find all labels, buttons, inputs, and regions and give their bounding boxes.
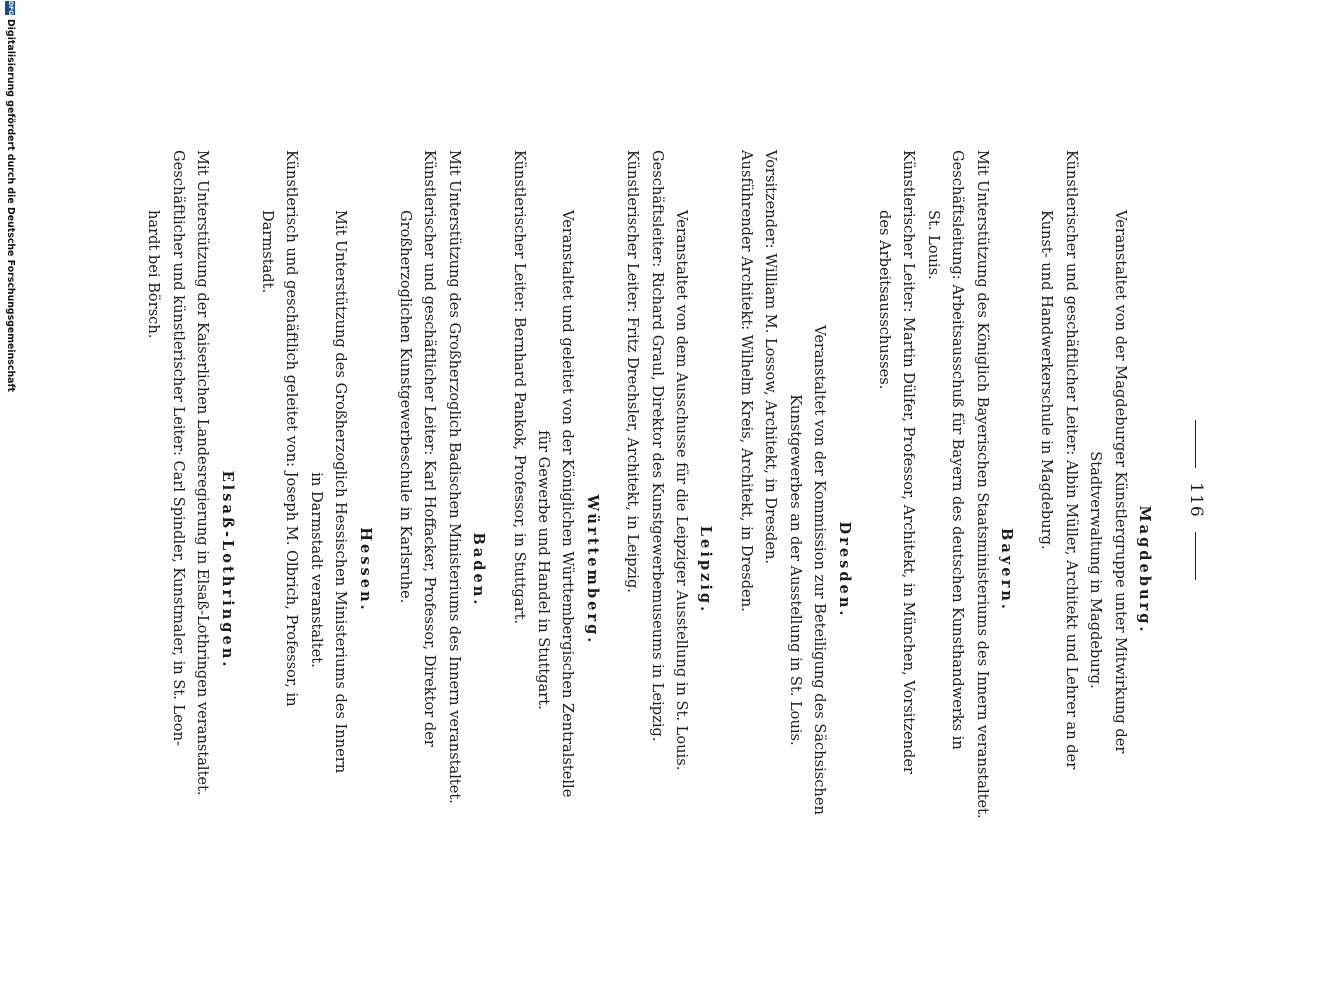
text-line: des Arbeitsausschusses. xyxy=(875,210,893,390)
digitization-credit xyxy=(2,1,16,1001)
section-heading-dresden: Dresden. xyxy=(835,521,853,619)
dash-right xyxy=(1195,532,1196,580)
text-line: Mit Unterstützung des Königlich Bayerischen Staatsministeriums des Innern veranstaltet. xyxy=(973,150,991,819)
section-heading-hessen: Hessen. xyxy=(356,527,374,613)
dash-left xyxy=(1195,420,1196,468)
text-line: in Darmstadt veranstaltet. xyxy=(307,472,325,668)
text-line: Veranstaltet von der Magdeburger Künstlergruppe unter Mitwirkung der xyxy=(1111,210,1129,754)
text-line: Vorsitzender: William M. Lossow, Architekt, in Dresden. xyxy=(762,150,780,565)
dfg-logo: DFG xyxy=(7,1,15,16)
text-line: Großherzoglichen Kunstgewerbeschule in Karlsruhe. xyxy=(397,210,415,604)
text-line: Kunstgewerbes an der Ausstellung in St. Louis. xyxy=(786,394,804,746)
text-line: Veranstaltet und geleitet von der Königlichen Württembergischen Zentralstelle xyxy=(559,210,577,798)
section-heading-magdeburg: Magdeburg. xyxy=(1136,505,1153,635)
text-line: Darmstadt. xyxy=(259,210,276,294)
text-line: Künstlerischer Leiter: Fritz Drechsler, Architekt, in Leipzig. xyxy=(624,150,642,593)
text-line: Mit Unterstützung der Kaiserlichen Landesregierung in Elsaß-Lothringen veranstaltet. xyxy=(194,150,212,796)
section-heading-wuerttemberg: Württemberg. xyxy=(583,494,601,646)
text-line: Geschäftlicher und künstlerischer Leiter: Carl Spindler, Kunstmaler, in St. Leon- xyxy=(169,150,187,746)
page-body xyxy=(141,150,1156,990)
section-heading-leipzig: Leipzig. xyxy=(697,525,715,615)
text-line: Mit Unterstützung des Großherzoglich Hessischen Ministeriums des Innern xyxy=(332,210,350,774)
text-line: Geschäftsleitung: Arbeitsausschuß für Bayern des deutschen Kunsthandwerks in xyxy=(949,150,967,750)
text-line: Ausführender Architekt: Wilhelm Kreis, Architekt, in Dresden. xyxy=(737,150,755,612)
text-line: Künstlerisch und geschäftlich geleitet von: Joseph M. Olbrich, Professor, in xyxy=(283,150,301,707)
section-heading-bayern: Bayern. xyxy=(997,528,1015,612)
text-line: Künstlerischer Leiter: Bernhard Pankok, Professor, in Stuttgart. xyxy=(510,150,528,625)
text-line: Mit Unterstützung des Großherzoglich Badischen Ministeriums des Innern veranstaltet. xyxy=(445,150,463,804)
text-line: für Gewerbe und Handel in Stuttgart. xyxy=(535,430,553,710)
text-line: Kunst- und Handwerkerschule in Magdeburg. xyxy=(1038,210,1056,550)
page-number xyxy=(1186,0,1206,1000)
text-line: Künstlerischer und geschäftlicher Leiter: Albin Müller, Architekt und Lehrer an der xyxy=(1062,150,1080,770)
credit-text: Digitalisierung gefördert durch die Deutsche Forschungsgemeinschaft xyxy=(5,19,16,393)
text-line: hardt bei Börsch. xyxy=(145,210,163,339)
text-line: Veranstaltet von der Kommission zur Beteiligung des Sächsischen xyxy=(811,325,829,815)
text-line: Künstlerischer Leiter: Martin Dülfer, Professor, Architekt, in München, Vorsitzender xyxy=(900,150,918,774)
text-line: Geschäftsleiter: Richard Graul, Direktor des Kunstgewerbemuseums in Leipzig. xyxy=(648,150,666,742)
section-heading-baden: Baden. xyxy=(470,532,488,608)
text-line: St. Louis. xyxy=(924,210,942,280)
text-line: Künstlerischer und geschäftlicher Leiter: Karl Hoffacker, Professor, Direktor der xyxy=(421,150,439,747)
text-line: Stadtverwaltung in Magdeburg. xyxy=(1087,451,1105,689)
text-line: Veranstaltet von dem Ausschusse für die Leipziger Ausstellung in St. Louis. xyxy=(673,210,691,771)
page-number-text: 116 xyxy=(1186,482,1206,518)
section-heading-elsass: Elsaß-Lothringen. xyxy=(218,470,236,670)
